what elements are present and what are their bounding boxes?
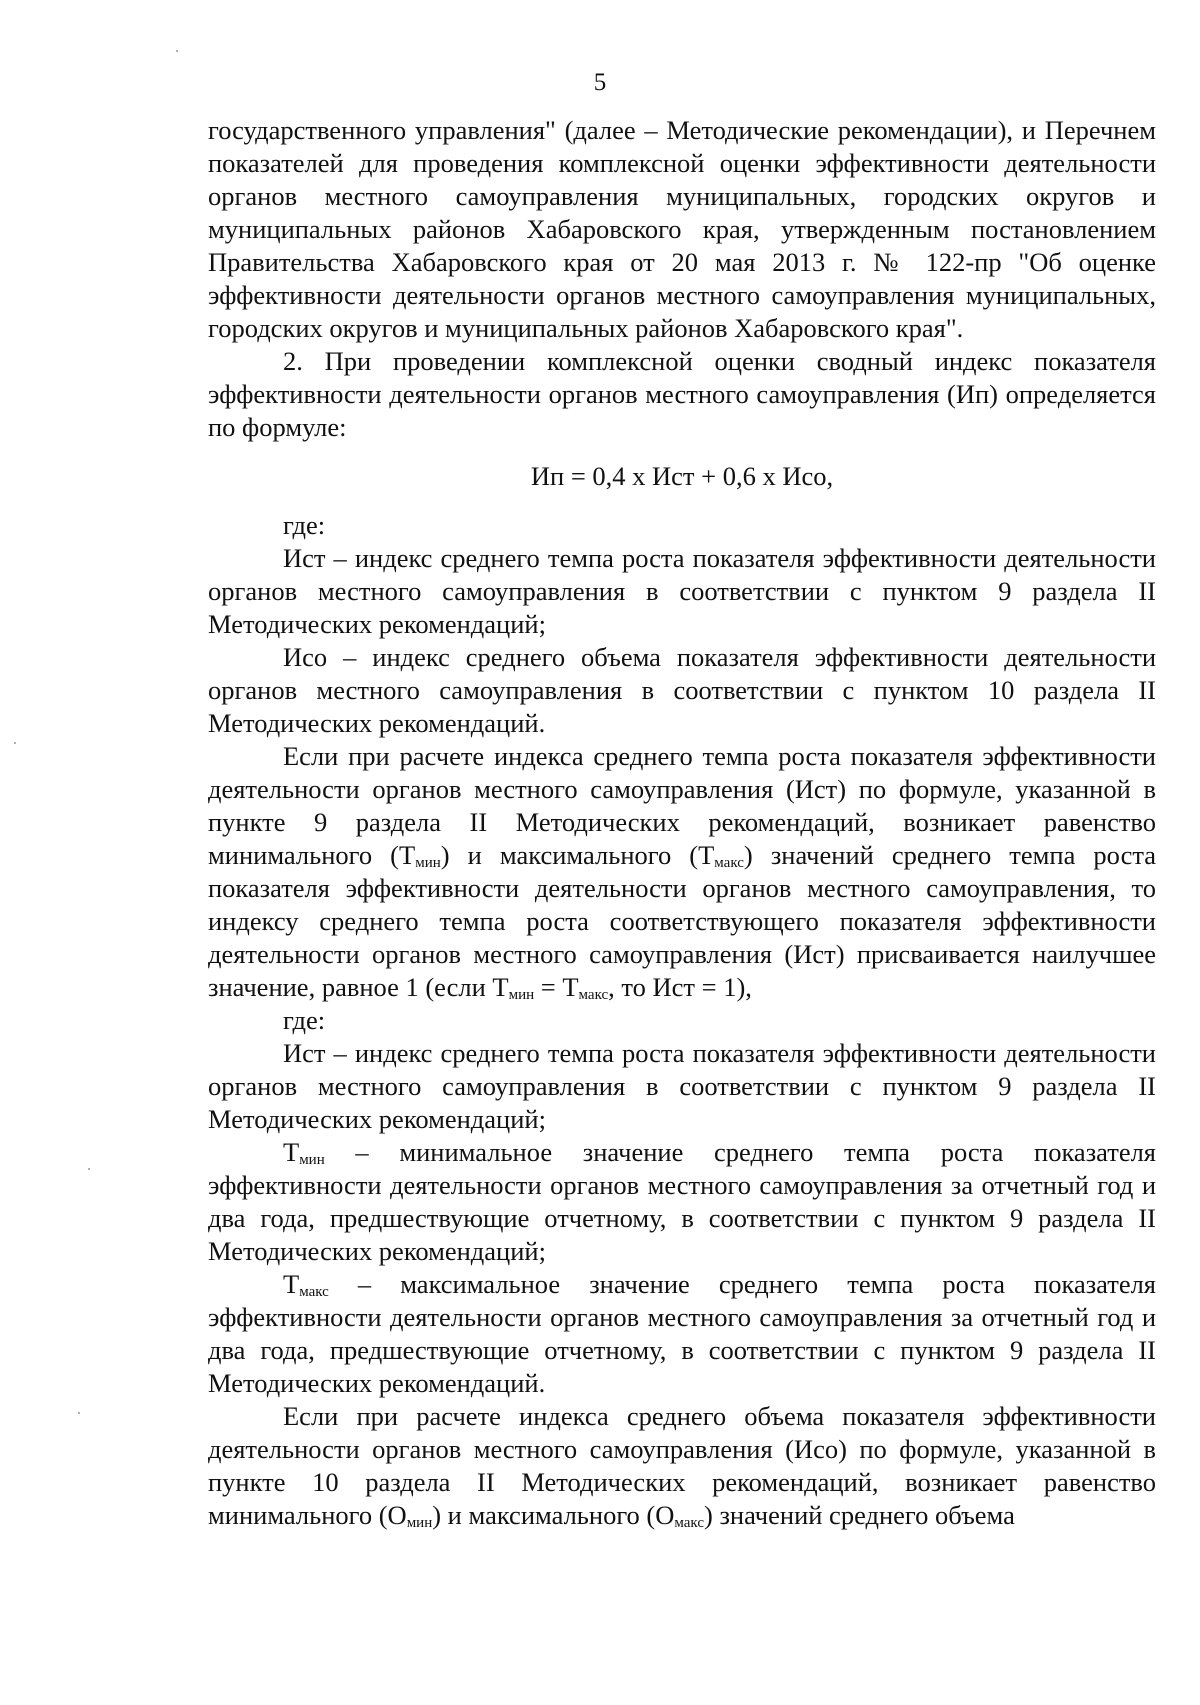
subscript-max: макс — [578, 987, 609, 1003]
scan-speck — [88, 1168, 90, 1170]
text-fragment: = Т — [534, 972, 579, 1002]
text-fragment: Если при расчете индекса среднего темпа роста показателя эффективности деятельности органов местного самоуправления (Ист) по формуле, указанной в пункте 9 раздела II Методических рекомендаций, возникает равенство минимального (Т — [208, 741, 1156, 870]
text-fragment: ) и максимального (Т — [440, 840, 715, 870]
text-fragment: ) значений среднего темпа роста показателя эффективности деятельности органов местного самоуправления, то индексу среднего темпа роста соответствующего показателя эффективности деятельности органов местного самоуправления (Ист) присваивается наилучшее значение, равное 1 (если Т — [208, 840, 1156, 1002]
subscript-min: мин — [508, 987, 535, 1003]
symbol-t: Т — [283, 1137, 300, 1167]
definition-ist: Ист – индекс среднего темпа роста показателя эффективности деятельности органов местного самоуправления в соответствии с пунктом 9 раздела II Методических рекомендаций; — [208, 543, 1156, 639]
subscript-min: мин — [415, 855, 441, 871]
subscript-min: мин — [299, 1152, 325, 1168]
paragraph-2: 2. При проведении комплексной оценки сводный индекс показателя эффективности деятельности органов местного самоуправления (Ип) определяется по формуле: — [208, 346, 1156, 442]
subscript-max: макс — [299, 1284, 329, 1300]
text-fragment: ) значений среднего объема — [704, 1500, 1015, 1530]
definition-ist: Ист – индекс среднего темпа роста показателя эффективности деятельности органов местного самоуправления в соответствии с пунктом 9 раздела II Методических рекомендаций; — [208, 1038, 1156, 1134]
subscript-max: макс — [674, 1515, 704, 1531]
definition-tmin — [208, 1136, 1156, 1268]
definition-text: – минимальное значение среднего темпа роста показателя эффективности деятельности органов местного самоуправления за отчетный год и два года, предшествующие отчетному, в соответствии с пунктом 9 раздела II Методических рекомендаций; — [208, 1137, 1156, 1266]
page-number: 5 — [593, 69, 607, 96]
definition-iso: Исо – индекс среднего объема показателя эффективности деятельности органов местного самоуправления в соответствии с пунктом 10 раздела II Методических рекомендаций. — [208, 642, 1156, 738]
definition-tmax — [208, 1268, 1156, 1400]
formula-ip: Ип = 0,4 х Ист + 0,6 х Исо, — [530, 461, 834, 491]
where-label: где: — [283, 1005, 326, 1035]
scan-speck — [176, 50, 178, 52]
scan-speck — [14, 742, 16, 744]
subscript-max: макс — [714, 855, 744, 871]
paragraph-intro-continuation: государственного управления" (далее – Методические рекомендации), и Перечнем показателей для проведения комплексной оценки эффективности деятельности органов местного самоуправления муниципальных, городских округов и муниципальных районов Хабаровского края, утвержденным постановлением Правительства Хабаровского края от 20 мая 2013 г. № 122-пр "Об оценке эффективности деятельности органов местного самоуправления муниципальных, городских округов и муниципальных районов Хабаровского края". — [208, 115, 1156, 343]
paragraph-if-ist-equal — [208, 740, 1156, 1004]
definition-text: – максимальное значение среднего темпа роста показателя эффективности деятельности органов местного самоуправления за отчетный год и два года, предшествующие отчетному, в соответствии с пунктом 9 раздела II Методических рекомендаций. — [208, 1269, 1156, 1398]
symbol-t: Т — [283, 1269, 300, 1299]
where-label: где: — [283, 510, 326, 540]
text-fragment: , то Ист = 1), — [608, 972, 752, 1002]
subscript-min: мин — [406, 1515, 433, 1531]
text-fragment: Если при расчете индекса среднего объема показателя эффективности деятельности органов местного самоуправления (Исо) по формуле, указанной в пункте 10 раздела II Методических рекомендаций, возникает равенство минимального (О — [208, 1401, 1156, 1530]
document-body — [208, 114, 1156, 1532]
text-fragment: ) и максимального (О — [432, 1500, 675, 1530]
paragraph-if-iso-equal — [208, 1400, 1156, 1532]
scan-speck — [78, 1412, 80, 1414]
